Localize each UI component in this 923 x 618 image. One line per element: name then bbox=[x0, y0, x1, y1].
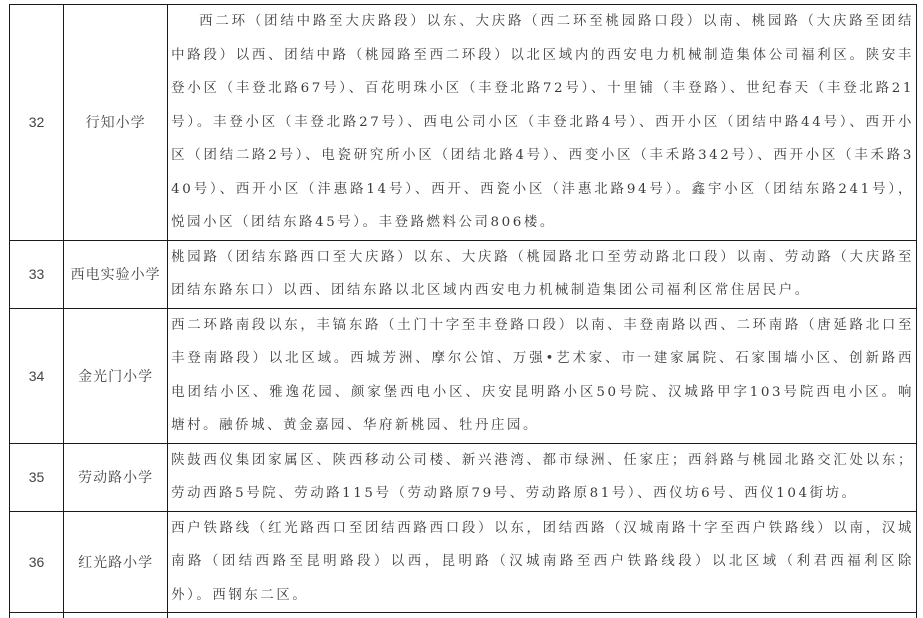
district-area: 陕鼓西仪集团家属区、陕西移动公司楼、新兴港湾、都市绿洲、任家庄；西斜路与桃园北路交汇处以东；劳动西路5号院、劳动路115号（劳动路原79号、劳动路原81号）、西仪坊6号、西仪104街坊。 bbox=[168, 443, 917, 511]
table-row bbox=[10, 240, 917, 308]
school-name: 劳动路小学 bbox=[64, 443, 168, 511]
row-number: 32 bbox=[10, 5, 64, 241]
row-number: 35 bbox=[10, 443, 64, 511]
school-name: 金光门小学 bbox=[64, 308, 168, 443]
table-next-row-stub bbox=[10, 613, 917, 618]
school-district-table bbox=[9, 4, 917, 618]
school-name: 西电实验小学 bbox=[64, 240, 168, 308]
school-name: 红光路小学 bbox=[64, 511, 168, 613]
district-area: 西二环路南段以东，丰镐东路（土门十字至丰登路口段）以南、丰登南路以西、二环南路（唐延路北口至丰登南路段）以北区域。西城芳洲、摩尔公馆、万强•艺术家、市一建家属院、石家围墙小区、创新路西电团结小区、雅逸花园、颜家堡西电小区、庆安昆明路小区50号院、汉城路甲字103号院西电小区。响塘村。融侨城、黄金嘉园、华府新桃园、牡丹庄园。 bbox=[168, 308, 917, 443]
row-number: 36 bbox=[10, 511, 64, 613]
table-row bbox=[10, 5, 917, 241]
row-number: 33 bbox=[10, 240, 64, 308]
table-row bbox=[10, 443, 917, 511]
school-name: 行知小学 bbox=[64, 5, 168, 241]
table-row bbox=[10, 511, 917, 613]
district-area: 西户铁路线（红光路西口至团结西路西口段）以东，团结西路（汉城南路十字至西户铁路线）以南，汉城南路（团结西路至昆明路段）以西，昆明路（汉城南路至西户铁路线段）以北区域（利君西福利区除外）。西钢东二区。 bbox=[168, 511, 917, 613]
row-number: 34 bbox=[10, 308, 64, 443]
table-row bbox=[10, 308, 917, 443]
district-area: 西二环（团结中路至大庆路段）以东、大庆路（西二环至桃园路口段）以南、桃园路（大庆路至团结中路段）以西、团结中路（桃园路至西二环段）以北区域内的西安电力机械制造集体公司福利区。陕安丰登小区（丰登北路67号）、百花明珠小区（丰登北路72号）、十里铺（丰登路）、世纪春天（丰登北路21号）。丰登小区（丰登北路27号）、西电公司小区（丰登北路4号）、西开小区（团结中路44号）、西开小区（团结二路2号）、电瓷研究所小区（团结北路4号）、西变小区（丰禾路342号）、西开小区（丰禾路340号）、西开小区（沣惠路14号）、西开、西瓷小区（沣惠北路94号）。鑫宇小区（团结东路241号），悦园小区（团结东路45号）。丰登路燃料公司806楼。 bbox=[168, 5, 917, 241]
district-area: 桃园路（团结东路西口至大庆路）以东、大庆路（桃园路北口至劳动路北口段）以南、劳动路（大庆路至团结东路东口）以西、团结东路以北区域内西安电力机械制造集团公司福利区常住居民户。 bbox=[168, 240, 917, 308]
